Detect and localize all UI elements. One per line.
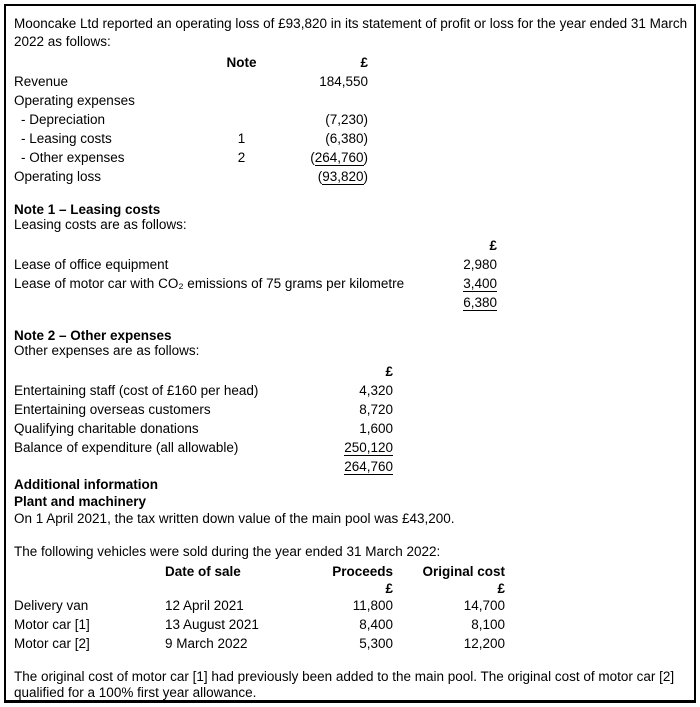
- spacer: [14, 362, 333, 381]
- pnl-row-label: - Leasing costs: [21, 131, 112, 146]
- amount-value: 6,380: [463, 295, 497, 310]
- additional-info-heading: Additional information: [14, 477, 158, 492]
- table-row: [14, 274, 686, 293]
- note2-row-label: Entertaining staff (cost of £160 per head): [14, 383, 259, 398]
- note1-section: [14, 202, 686, 312]
- table-row: [14, 72, 686, 91]
- amount-value: 3,400: [463, 276, 497, 291]
- amount-value: 250,120: [344, 440, 393, 455]
- note2-title: Note 2 – Other expenses: [14, 328, 172, 343]
- note2-amount-header: £: [385, 364, 393, 379]
- pnl-row-amount: [304, 167, 368, 186]
- pnl-header-row: [14, 53, 686, 72]
- note1-title: Note 1 – Leasing costs: [14, 202, 161, 217]
- document-page: [4, 4, 696, 703]
- pnl-row-note: 1: [237, 131, 246, 146]
- vehicle-date: 9 March 2022: [165, 636, 248, 651]
- paren-open: (: [325, 112, 330, 127]
- pnl-amount-header: £: [360, 55, 368, 70]
- vehicles-header-row: [14, 562, 686, 581]
- note1-row-label: [14, 293, 437, 312]
- vehicles-currency-row: [14, 581, 686, 596]
- paren-open: (: [325, 131, 330, 146]
- table-row: [14, 634, 686, 653]
- pnl-row-label: Operating expenses: [14, 93, 135, 108]
- vehicle-proceeds: 8,400: [359, 617, 393, 632]
- paren-close: ): [363, 131, 368, 146]
- pnl-row-amount: [304, 91, 368, 110]
- note2-table: [14, 362, 686, 476]
- paren-close: ): [363, 150, 368, 165]
- amount-value: 4,320: [359, 383, 393, 398]
- amount-value: 8,720: [359, 402, 393, 417]
- main-pool-text: On 1 April 2021, the tax written down value of the main pool was £43,200.: [14, 511, 455, 526]
- pnl-row-label: Operating loss: [14, 169, 102, 184]
- table-row: [14, 381, 686, 400]
- vehicle-proceeds: 5,300: [359, 636, 393, 651]
- vehicle-date: 13 August 2021: [165, 617, 259, 632]
- amount-value: 2,980: [463, 257, 497, 272]
- vehicle-proceeds: 11,800: [352, 598, 393, 613]
- table-row: [14, 167, 686, 186]
- note1-total-amount: [437, 293, 497, 312]
- vehicles-intro-text: The following vehicles were sold during the year ended 31 March 2022:: [14, 544, 441, 559]
- pnl-row-note: 2: [237, 150, 246, 165]
- vehicle-original-cost: 14,700: [463, 598, 505, 613]
- paren-open: (: [317, 169, 323, 184]
- note1-header-row: [14, 236, 686, 255]
- table-row: [14, 457, 686, 476]
- footer-line-2: qualified for a 100% first year allowance.: [14, 684, 257, 700]
- vehicle-original-cost: 8,100: [471, 617, 505, 632]
- table-row: [14, 129, 686, 148]
- note2-row-label: Balance of expenditure (all allowable): [14, 440, 239, 455]
- table-row: [14, 615, 686, 634]
- original-cost-header: Original cost: [422, 564, 505, 579]
- note1-row-label: Lease of motor car with CO₂ emissions of 75 grams per kilometre: [14, 276, 405, 291]
- spacer: [14, 581, 165, 596]
- pnl-row-amount: [304, 110, 368, 129]
- spacer: [14, 562, 165, 581]
- note2-header-row: [14, 362, 686, 381]
- note1-row-amount: [437, 255, 497, 274]
- pnl-row-amount: [304, 129, 368, 148]
- vehicle-original-cost: 12,200: [463, 636, 505, 651]
- pnl-table: [14, 53, 686, 186]
- pnl-row-note: [179, 110, 304, 129]
- additional-info-section: [14, 476, 686, 653]
- pnl-row-amount: [304, 148, 368, 167]
- original-currency-header: £: [497, 581, 505, 596]
- table-row: [14, 110, 686, 129]
- table-row: [14, 91, 686, 110]
- note2-row-label: [14, 457, 333, 476]
- amount-value: 264,760: [314, 150, 364, 165]
- date-of-sale-header: Date of sale: [165, 564, 241, 579]
- proceeds-currency-header: £: [385, 581, 393, 596]
- note2-total-amount: [333, 457, 393, 476]
- note1-subtitle: Leasing costs are as follows:: [14, 217, 187, 232]
- intro-line-2: 2022 as follows:: [14, 34, 111, 49]
- table-row: [14, 438, 686, 457]
- note2-subtitle: Other expenses are as follows:: [14, 343, 200, 358]
- pnl-row-amount: [304, 72, 368, 91]
- spacer: [14, 53, 179, 72]
- note1-row-amount: [437, 274, 497, 293]
- amount-value: 184,550: [319, 74, 368, 89]
- vehicle-date: 12 April 2021: [165, 598, 244, 613]
- note1-amount-header: £: [489, 238, 497, 253]
- table-row: [14, 419, 686, 438]
- proceeds-header: Proceeds: [332, 564, 393, 579]
- table-row: [14, 148, 686, 167]
- spacer: [165, 581, 295, 596]
- vehicle-name: Delivery van: [14, 598, 89, 613]
- vehicles-table: [14, 562, 686, 653]
- intro-line-1: Mooncake Ltd reported an operating loss of £93,820 in its statement of profit or loss for the year ended 31 March: [14, 16, 688, 31]
- vehicle-name: Motor car [2]: [14, 636, 90, 651]
- note2-row-amount: [333, 381, 393, 400]
- amount-value: 1,600: [359, 421, 393, 436]
- amount-value: 264,760: [344, 459, 393, 474]
- footer-line-1: The original cost of motor car [1] had previously been added to the main pool. The original cost of motor car [2]: [14, 669, 675, 684]
- pnl-row-note: [179, 72, 304, 91]
- table-row: [14, 596, 686, 615]
- paren-open: (: [310, 150, 315, 165]
- pnl-row-note: [179, 91, 304, 110]
- table-row: [14, 293, 686, 312]
- note2-row-label: Entertaining overseas customers: [14, 402, 211, 417]
- paren-close: ): [363, 112, 368, 127]
- amount-value: 93,820: [322, 169, 364, 184]
- table-row: [14, 255, 686, 274]
- note2-row-label: Qualifying charitable donations: [14, 421, 199, 436]
- pnl-note-header: Note: [226, 55, 257, 70]
- pnl-row-label: - Depreciation: [21, 112, 106, 127]
- spacer: [14, 236, 437, 255]
- note1-row-label: Lease of office equipment: [14, 257, 169, 272]
- table-row: [14, 400, 686, 419]
- vehicle-name: Motor car [1]: [14, 617, 90, 632]
- note2-row-amount: [333, 438, 393, 457]
- amount-value: 6,380: [329, 131, 364, 146]
- note2-row-amount: [333, 419, 393, 438]
- note2-section: [14, 328, 686, 476]
- plant-machinery-heading: Plant and machinery: [14, 494, 147, 509]
- amount-value: 7,230: [329, 112, 364, 127]
- note2-row-amount: [333, 400, 393, 419]
- intro-paragraph: [14, 15, 686, 51]
- pnl-row-label: - Other expenses: [21, 150, 125, 165]
- pnl-row-note: [179, 167, 304, 186]
- paren-close: ): [363, 169, 368, 184]
- footer-paragraph: [14, 669, 686, 700]
- note1-table: [14, 236, 686, 312]
- pnl-row-label: Revenue: [14, 74, 69, 89]
